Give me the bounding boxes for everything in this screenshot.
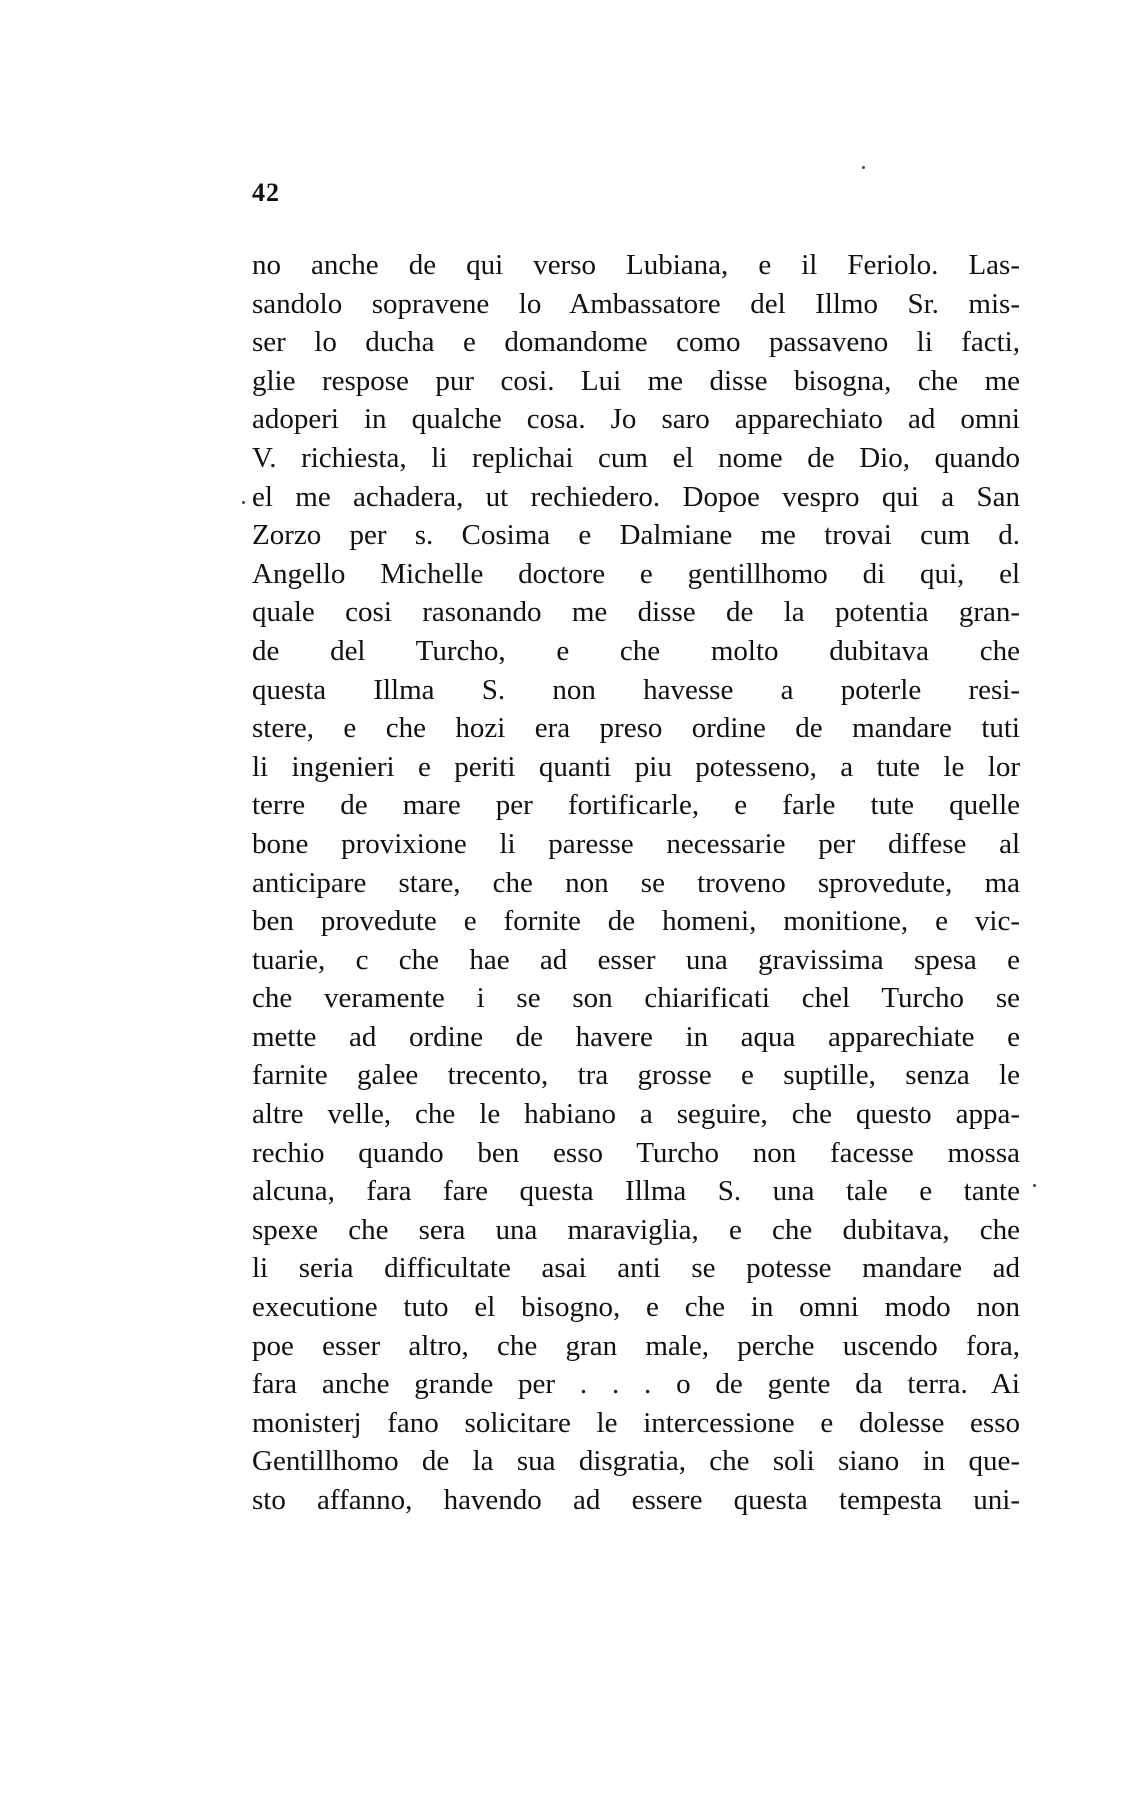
text-line: de del Turcho, e che molto dubitava che: [252, 634, 1020, 667]
text-line: ben provedute e fornite de homeni, monitione, e vic-: [252, 905, 1020, 938]
text-line: no anche de qui verso Lubiana, e il Feriolo. Las-: [252, 249, 1020, 281]
text-line: Gentillhomo de la sua disgratia, che soli siano in que-: [252, 1445, 1020, 1478]
text-line: Angello Michelle doctore e gentillhomo di qui, el: [252, 557, 1020, 590]
text-line: quale cosi rasonando me disse de la potentia gran-: [252, 596, 1020, 629]
scan-speck: [242, 501, 245, 504]
text-line: bone provixione li paresse necessarie per diffese al: [252, 827, 1020, 860]
text-line: terre de mare per fortificarle, e farle tute quelle: [252, 789, 1020, 822]
text-line: mette ad ordine de havere in aqua apparechiate e: [252, 1020, 1020, 1053]
text-line: el me achadera, ut rechiedero. Dopoe vespro qui a San: [252, 480, 1020, 513]
text-line: executione tuto el bisogno, e che in omni modo non: [252, 1291, 1020, 1324]
text-line: questa Illma S. non havesse a poterle resi-: [252, 673, 1020, 706]
text-line: alcuna, fara fare questa Illma S. una tale e tante: [252, 1175, 1020, 1208]
scan-speck: [862, 166, 865, 169]
text-line: tuarie, c che hae ad esser una gravissima spesa e: [252, 943, 1020, 976]
text-line: rechio quando ben esso Turcho non facesse mossa: [252, 1136, 1020, 1169]
text-line: che veramente i se son chiarificati chel Turcho se: [252, 982, 1020, 1015]
text-line: li seria difficultate asai anti se potesse mandare ad: [252, 1252, 1020, 1285]
page-number: 42: [252, 178, 280, 207]
text-line: poe esser altro, che gran male, perche uscendo fora,: [252, 1329, 1020, 1362]
text-line: V. richiesta, li replichai cum el nome de Dio, quando: [252, 441, 1020, 474]
text-line: altre velle, che le habiano a seguire, che questo appa-: [252, 1098, 1020, 1131]
text-line: spexe che sera una maraviglia, e che dubitava, che: [252, 1213, 1020, 1246]
scan-speck: [1033, 1184, 1036, 1187]
text-line: Zorzo per s. Cosima e Dalmiane me trovai cum d.: [252, 519, 1020, 552]
text-line: stere, e che hozi era preso ordine de mandare tuti: [252, 712, 1020, 745]
text-line: anticipare stare, che non se troveno sprovedute, ma: [252, 866, 1020, 899]
text-line: sto affanno, havendo ad essere questa tempesta uni-: [252, 1484, 1020, 1516]
text-line: sandolo sopravene lo Ambassatore del Illmo Sr. mis-: [252, 287, 1020, 320]
text-line: li ingenieri e periti quanti piu potesseno, a tute le lor: [252, 750, 1020, 783]
text-line: farnite galee trecento, tra grosse e suptille, senza le: [252, 1059, 1020, 1092]
text-line: fara anche grande per . . . o de gente da terra. Ai: [252, 1368, 1020, 1401]
text-line: ser lo ducha e domandome como passaveno li facti,: [252, 326, 1020, 359]
body-text: [252, 246, 1020, 1520]
text-line: adoperi in qualche cosa. Jo saro apparechiato ad omni: [252, 403, 1020, 436]
text-line: monisterj fano solicitare le intercessione e dolesse esso: [252, 1406, 1020, 1439]
text-line: glie respose pur cosi. Lui me disse bisogna, che me: [252, 364, 1020, 397]
